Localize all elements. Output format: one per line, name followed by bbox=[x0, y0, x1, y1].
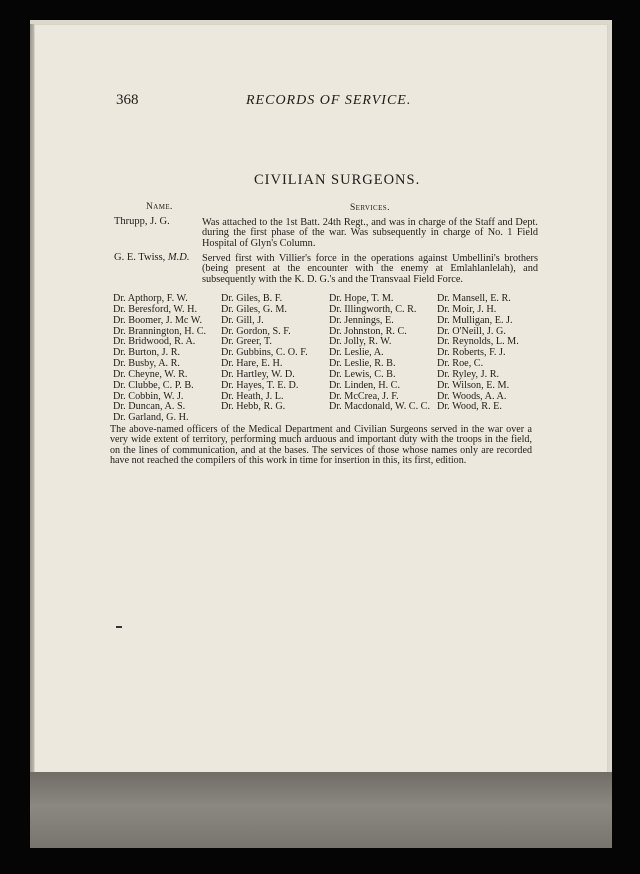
surgeon-name: Dr. Busby, A. R. bbox=[113, 358, 180, 370]
running-title: RECORDS OF SERVICE. bbox=[246, 93, 412, 108]
surgeon-name: Dr. Duncan, A. S. bbox=[113, 401, 186, 413]
surgeon-name: Dr. Linden, H. C. bbox=[329, 379, 401, 391]
surgeon-name: Dr. Leslie, A. bbox=[329, 347, 384, 359]
entry-name-suffix: M.D. bbox=[167, 252, 190, 263]
surgeon-name: Dr. Hayes, T. E. D. bbox=[221, 379, 299, 391]
surgeon-name: Dr. Leslie, R. B. bbox=[329, 358, 396, 370]
surgeon-name: Dr. Boomer, J. Mc W. bbox=[113, 314, 203, 326]
surgeon-name: Dr. Burton, J. R. bbox=[113, 347, 181, 359]
page-number: 368 bbox=[116, 92, 139, 108]
surgeon-name: Dr. Ryley, J. R. bbox=[437, 368, 500, 380]
surgeon-name: Dr. Giles, G. M. bbox=[221, 303, 287, 315]
surgeon-name: Dr. Moir, J. H. bbox=[437, 303, 497, 315]
surgeon-column bbox=[113, 294, 206, 424]
surgeon-name: Dr. Lewis, C. B. bbox=[329, 368, 396, 380]
surgeon-name: Dr. Cheyne, W. R. bbox=[113, 368, 188, 380]
surgeon-name: Dr. Hare, E. H. bbox=[221, 358, 283, 370]
entry-service: Served first with Villier's force in the operations against Umbellini's brothers (being present at the encounter with the enemy at Emlahlanlelah), and subsequently with the K. D. G.'s and the Transvaal Field Force. bbox=[202, 253, 538, 285]
surgeon-name: Dr. Giles, B. F. bbox=[221, 293, 283, 304]
surgeon-name: Dr. Apthorp, F. W. bbox=[113, 293, 188, 304]
surgeon-name: Dr. Woods, A. A. bbox=[437, 390, 507, 402]
surgeon-column bbox=[329, 294, 430, 413]
surgeon-name: Dr. Gubbins, C. O. F. bbox=[221, 347, 308, 359]
surgeon-name: Dr. Clubbe, C. P. B. bbox=[113, 379, 194, 391]
surgeon-name: Dr. Hope, T. M. bbox=[329, 293, 394, 304]
surgeon-name: Dr. Hartley, W. D. bbox=[221, 368, 295, 380]
surgeon-name: Dr. Macdonald, W. C. C. bbox=[329, 401, 431, 413]
surgeon-name: Dr. Jolly, R. W. bbox=[329, 336, 392, 348]
background-surface bbox=[30, 772, 612, 848]
surgeon-name: Dr. Hebb, R. G. bbox=[221, 401, 286, 413]
surgeon-name: Dr. Mulligan, E. J. bbox=[437, 314, 513, 326]
surgeon-name: Dr. Garland, G. H. bbox=[113, 412, 189, 424]
entry-service: Was attached to the 1st Batt. 24th Regt., and was in charge of the Staff and Dept. during the first phase of the war. Was subsequently in charge of No. 1 Field Hospital of Glyn's Column. bbox=[202, 217, 538, 249]
name-column-header: Name. bbox=[146, 202, 173, 212]
surgeon-name: Dr. Jennings, E. bbox=[329, 314, 394, 326]
surgeon-name: Dr. Wood, R. E. bbox=[437, 401, 502, 413]
surgeon-name: Dr. Reynolds, L. M. bbox=[437, 336, 519, 348]
surgeon-column bbox=[437, 294, 519, 413]
surgeon-name: Dr. Beresford, W. H. bbox=[113, 303, 198, 315]
entry-name: G. E. Twiss, M.D. bbox=[114, 252, 190, 263]
surgeon-name: Dr. Roberts, F. J. bbox=[437, 347, 506, 359]
surgeon-name: Dr. Cobbin, W. J. bbox=[113, 390, 184, 402]
surgeon-name: Dr. Greer, T. bbox=[221, 336, 272, 348]
surgeon-name: Dr. Mansell, E. R. bbox=[437, 293, 511, 304]
surgeon-name: Dr. Gill, J. bbox=[221, 314, 264, 326]
section-title: CIVILIAN SURGEONS. bbox=[254, 172, 421, 188]
surgeon-name: Dr. Brannington, H. C. bbox=[113, 325, 207, 337]
surgeon-name: Dr. Roe, C. bbox=[437, 358, 484, 370]
surgeon-name: Dr. Johnston, R. C. bbox=[329, 325, 407, 337]
page-mark bbox=[116, 626, 122, 628]
services-column-header: Services. bbox=[350, 203, 390, 213]
surgeon-name: Dr. Gordon, S. F. bbox=[221, 325, 291, 337]
entry-name: Thrupp, J. G. bbox=[114, 216, 170, 227]
surgeon-name: Dr. Bridwood, R. A. bbox=[113, 336, 196, 348]
surgeon-name: Dr. Illingworth, C. R. bbox=[329, 303, 417, 315]
surgeon-name: Dr. McCrea, J. F. bbox=[329, 390, 399, 402]
surgeon-name: Dr. Heath, J. L. bbox=[221, 390, 284, 402]
surgeon-name: Dr. Wilson, E. M. bbox=[437, 379, 510, 391]
surgeon-name: Dr. O'Neill, J. G. bbox=[437, 325, 506, 337]
closing-paragraph: The above-named officers of the Medical Department and Civilian Surgeons served in the war over a very wide extent of territory, performing much arduous and important duty with the troops in the field, on the lines of communication, and at the bases. The services of those whose names only are recorded have not reached the compilers of this work in time for insertion in this, its first, edition. bbox=[110, 424, 532, 466]
surgeon-column bbox=[221, 294, 308, 413]
